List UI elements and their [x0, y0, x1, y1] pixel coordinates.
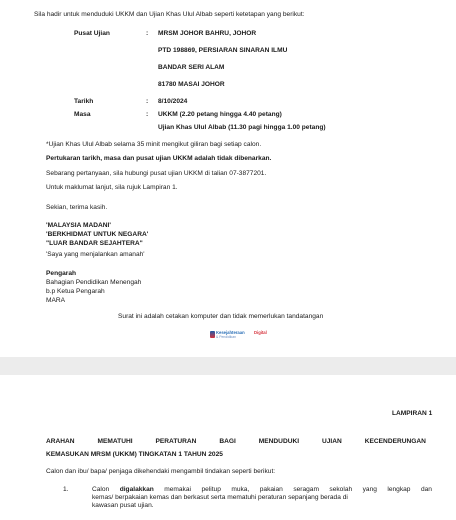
- heading-word: MEMATUHI: [97, 438, 133, 445]
- item-word: Calon: [92, 486, 110, 493]
- item-number: 1.: [63, 486, 69, 493]
- intro-text: Sila hadir untuk menduduki UKKM dan Ujian Khas Ulul Albab seperti ketetapan yang berikut:: [34, 11, 305, 18]
- refer-text: Untuk maklumat lanjut, sila rujuk Lampiran 1.: [46, 184, 178, 191]
- item-word: pelitup: [201, 486, 221, 493]
- time-line-1: UKKM (2.20 petang hingga 4.40 petang): [158, 111, 282, 118]
- time-colon: :: [146, 111, 149, 118]
- item-word: dan: [420, 486, 432, 493]
- item-word: lengkap: [387, 486, 411, 493]
- heading-word: BAGI: [219, 438, 236, 445]
- item-1-line-3: kawasan pusat ujian.: [92, 502, 154, 509]
- centre-line-1: MRSM JOHOR BAHRU, JOHOR: [158, 30, 257, 37]
- item-word: pakaian: [259, 486, 283, 493]
- attachment-heading-line-1: [46, 438, 426, 446]
- item-word: digalakkan: [119, 486, 154, 493]
- thanks-text: Sekian, terima kasih.: [46, 204, 108, 211]
- page-separator: [0, 357, 456, 375]
- date-colon: :: [146, 98, 149, 105]
- sender-org: MARA: [46, 297, 66, 304]
- centre-colon: :: [146, 30, 149, 37]
- ministry-logo: [210, 330, 282, 343]
- sender-department: Bahagian Pendidikan Menengah: [46, 279, 142, 286]
- heading-word: KECENDERUNGAN: [364, 438, 426, 445]
- logo-text-1: Kesejahteraan: [216, 330, 245, 335]
- heading-word: MENDUDUKI: [258, 438, 300, 445]
- slogan-berkhidmat: 'BERKHIDMAT UNTUK NEGARA': [46, 231, 149, 238]
- ulul-albab-note: *Ujian Khas Ulul Albab selama 35 minit mengikut giliran bagi setiap calon.: [46, 141, 262, 148]
- computer-generated-note: Surat ini adalah cetakan komputer dan tidak memerlukan tandatangan: [118, 313, 324, 320]
- sender-bp: b.p Ketua Pengarah: [46, 288, 105, 295]
- attachment-instruction: Calon dan ibu/ bapa/ penjaga dikehendaki mengambil tindakan seperti berikut:: [46, 468, 276, 475]
- heading-word: ARAHAN: [46, 438, 75, 445]
- attachment-label: LAMPIRAN 1: [392, 410, 433, 417]
- centre-line-4: 81780 MASAI JOHOR: [158, 81, 225, 88]
- contact-text: Sebarang pertanyaan, sila hubungi pusat ujian UKKM di talian 07-3877201.: [46, 170, 267, 177]
- centre-line-3: BANDAR SERI ALAM: [158, 64, 225, 71]
- time-line-2: Ujian Khas Ulul Albab (11.30 pagi hingga 1.00 petang): [158, 124, 326, 131]
- centre-label: Pusat Ujian: [74, 30, 110, 37]
- date-value: 8/10/2024: [158, 98, 188, 105]
- heading-word: PERATURAN: [155, 438, 197, 445]
- logo-text-3: Digital: [254, 330, 267, 335]
- logo-mark-icon: [210, 331, 215, 338]
- attachment-heading-line-2: KEMASUKAN MRSM (UKKM) TINGKATAN 1 TAHUN 2025: [46, 451, 223, 458]
- item-word: memakai: [164, 486, 191, 493]
- date-label: Tarikh: [74, 98, 94, 105]
- slogan-luar-bandar: "LUAR BANDAR SEJAHTERA": [46, 240, 143, 247]
- item-word: muka,: [231, 486, 250, 493]
- sender-title: Pengarah: [46, 270, 77, 277]
- item-1-line-2: kemas/ berpakaian kemas dan berkasut serta mematuhi peraturan sepanjang berada di: [92, 494, 348, 501]
- item-word: sekolah: [329, 486, 353, 493]
- item-1-text: [92, 486, 432, 510]
- heading-word: UJIAN: [322, 438, 342, 445]
- logo-text-2: & Pendidikan: [216, 335, 236, 339]
- slogan-malaysia-madani: 'MALAYSIA MADANI': [46, 222, 111, 229]
- item-1-line-1: [92, 486, 432, 494]
- centre-line-2: PTD 198869, PERSIARAN SINARAN ILMU: [158, 47, 288, 54]
- time-label: Masa: [74, 111, 91, 118]
- no-change-warning: Pertukaran tarikh, masa dan pusat ujian UKKM adalah tidak dibenarkan.: [46, 155, 272, 162]
- item-word: seragam: [293, 486, 319, 493]
- item-word: yang: [362, 486, 377, 493]
- duty-text: 'Saya yang menjalankan amanah': [46, 251, 145, 258]
